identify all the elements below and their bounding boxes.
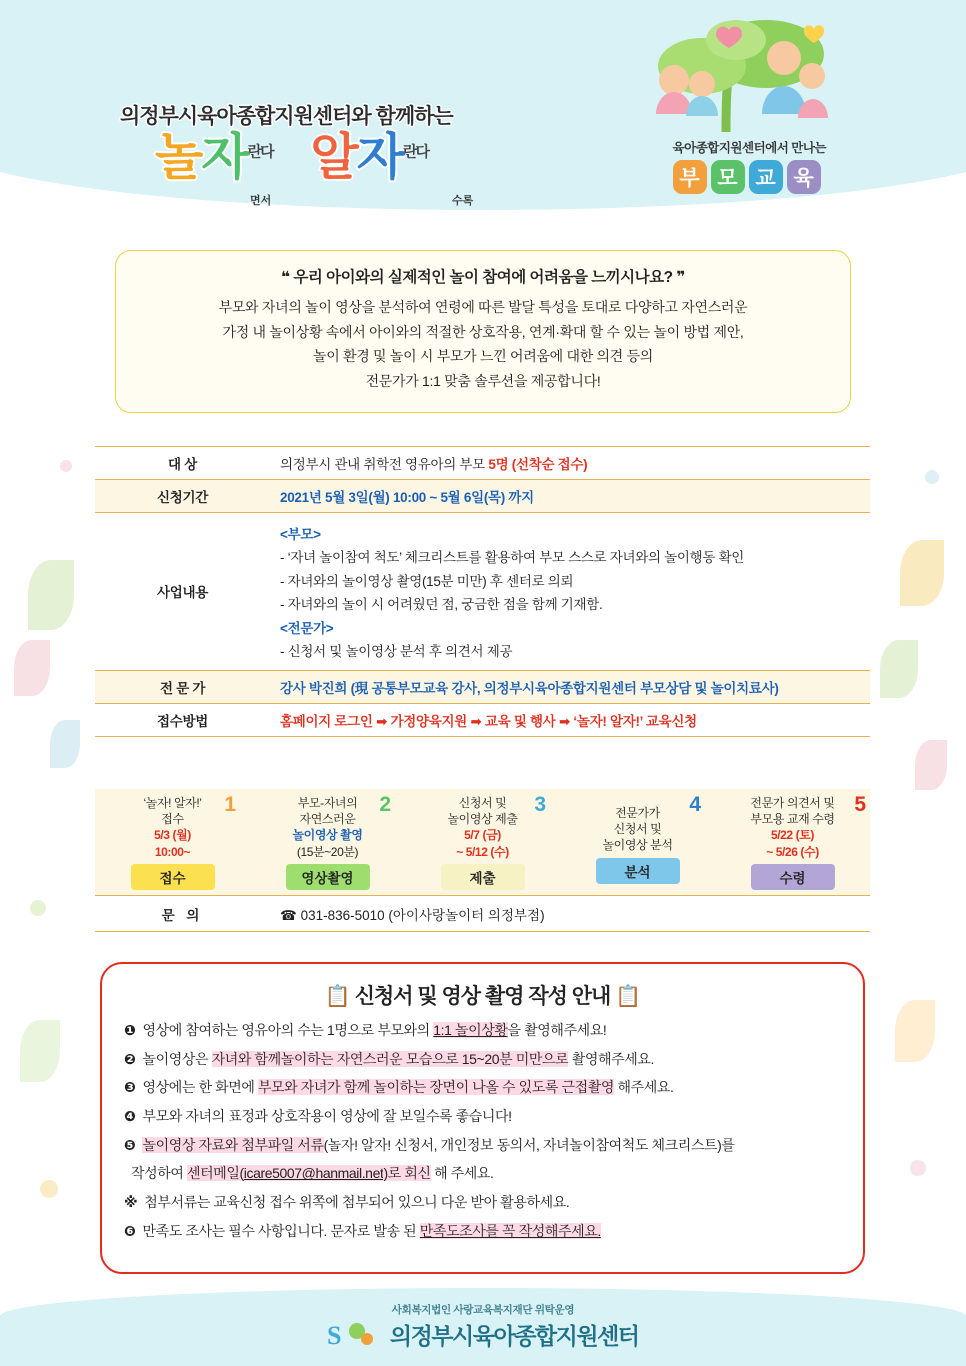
row-label-apply: 접수방법 [95, 703, 270, 736]
poster-header [0, 0, 966, 235]
row-label-period: 신청기간 [95, 480, 270, 513]
notice-item-text [142, 1049, 653, 1071]
content-item-1: - ‘자녀 놀이참여 척도’ 체크리스트를 활용하여 부모 스스로 자녀와의 놀이행동 확인 [280, 550, 745, 565]
family-tree-illustration [616, 14, 846, 134]
notice-text-fragment: 놀이영상 자료와 첨부파일 서류 [142, 1136, 324, 1153]
notice-item-bullet: ※ [124, 1194, 138, 1211]
notice-text-fragment: 부모와 자녀의 표정과 상호작용이 영상에 잘 보일수록 좋습니다! [142, 1108, 512, 1125]
row-value-apply: 홈페이지 로그인 ➡ 가정양육지원 ➡ 교육 및 행사 ➡ ‘놀자! 알자!’ 교육신청 [270, 703, 870, 736]
notice-item [124, 1020, 841, 1042]
step-2-line-4: (15분~20분) [296, 844, 359, 859]
notice-text-fragment: 자녀와 함께놀이하는 자연스러운 모습으로 15~20분 미만으로 [211, 1050, 569, 1067]
step-5-date-2: ~ 5/26 (수) [766, 844, 819, 859]
notice-text-fragment: )로 회신 [383, 1165, 431, 1182]
clipboard-icon-left: 📋 [324, 985, 350, 1008]
notice-list [124, 1020, 841, 1243]
notice-item-text [142, 1020, 606, 1042]
table-row-contact [95, 897, 870, 932]
intro-line-3: 놀이 환경 및 놀이 시 부모가 느낀 어려움에 대한 의견 등의 [312, 348, 654, 365]
step-3-date-2: ~ 5/12 (수) [456, 844, 509, 859]
center-logo-icon [327, 1317, 379, 1351]
step-3-date-1: 5/7 (금) [464, 828, 501, 843]
step-4-line-3: 놀이영상 분석 [602, 838, 673, 853]
notice-item [124, 1135, 841, 1157]
table-row-period [95, 480, 870, 513]
row-label-content: 사업내용 [95, 513, 270, 671]
title-small-1: 면서 [250, 195, 272, 207]
step-2 [250, 795, 405, 890]
notice-item-text [144, 1192, 569, 1214]
step-3-line-2: 놀이영상 제출 [447, 812, 518, 827]
step-5-date-1: 5/22 (토) [770, 828, 815, 843]
content-item-2: - 자녀와의 놀이영상 촬영(15분 미만) 후 센터로 의뢰 [280, 573, 574, 589]
row-value-contact: ☎ 031-836-5010 (아이사랑놀이터 의정부점) [270, 897, 870, 932]
notice-item-bullet: ❻ [124, 1222, 136, 1239]
table-row-instructor [95, 670, 870, 703]
intro-box [115, 250, 851, 413]
notice-text-fragment: 첨부서류는 교육신청 접수 위쪽에 첨부되어 있으니 다운 받아 활용하세요. [144, 1194, 570, 1211]
notice-text-fragment: 영상에 참여하는 영유아의 수는 1명으로 부모와의 [142, 1022, 434, 1038]
title-char-ja: 자 [201, 129, 248, 185]
title-randa-2: 란다 [403, 143, 429, 161]
step-4-badge: 분석 [596, 858, 680, 884]
notice-item-bullet: ❹ [124, 1108, 136, 1125]
notice-item [124, 1163, 841, 1185]
title-randa-1: 란다 [247, 143, 273, 161]
row-label-contact: 문 의 [95, 897, 270, 932]
notice-text-fragment: 을 촬영해주세요! [507, 1022, 607, 1038]
quote-close-icon: ❞ [676, 269, 685, 286]
step-2-number: 2 [379, 793, 391, 816]
notice-item [124, 1049, 841, 1071]
notice-item-text [142, 1077, 673, 1099]
step-1-number: 1 [224, 793, 236, 816]
notice-item [124, 1106, 841, 1128]
step-1-badge: 접수 [131, 864, 215, 890]
step-1 [95, 795, 250, 890]
notice-item-bullet: ❷ [124, 1050, 136, 1067]
notice-text-fragment: 센터메일( [187, 1165, 244, 1182]
footer-inner [0, 1302, 966, 1351]
title-char-nol: 놀 [155, 129, 202, 185]
notice-item [124, 1077, 841, 1099]
step-3-line-1: 신청서 및 [458, 796, 507, 810]
notice-text-fragment: 놀이영상은 [142, 1050, 212, 1067]
target-text: 의정부시 관내 취학전 영유아의 부모 [280, 457, 489, 472]
step-4-line-2: 신청서 및 [613, 822, 662, 837]
notice-item-bullet: ❺ [124, 1136, 136, 1153]
notice-title-text: 신청서 및 영상 촬영 작성 안내 [354, 985, 611, 1008]
logo-caption: 육아종합지원센터에서 만나는 [672, 141, 826, 155]
bumo-row [673, 160, 826, 194]
target-count: 5명 (선착순 접수) [488, 457, 588, 472]
notice-item-text [142, 1221, 600, 1243]
content-item-3: - 자녀와의 놀이 시 어려웠던 점, 궁금한 점을 함께 기재함. [280, 597, 603, 612]
notice-box [100, 962, 865, 1274]
process-steps [95, 789, 870, 896]
row-label-instructor: 전 문 가 [95, 670, 270, 703]
row-value-period: 2021년 5월 3일(월) 10:00 ~ 5월 6일(목) 까지 [270, 480, 870, 513]
step-2-line-1: 부모-자녀의 [297, 796, 358, 810]
step-3-badge: 제출 [441, 864, 525, 890]
notice-text-fragment: 해주세요. [613, 1079, 674, 1096]
step-2-badge: 영상촬영 [286, 864, 370, 890]
notice-text-fragment: (놀자! 알자! 신청서, 개인정보 동의서, 자녀놀이참여척도 체크리스트)를 [323, 1136, 735, 1153]
step-5-line-2: 부모용 교재 수령 [750, 812, 835, 827]
clipboard-icon-right: 📋 [615, 985, 641, 1008]
step-5 [715, 795, 870, 890]
intro-question-text: 우리 아이와의 실제적인 놀이 참여에 어려움을 느끼시나요? [293, 269, 673, 286]
step-1-date-2: 10:00~ [154, 844, 191, 859]
notice-text-fragment: 촬영해주세요. [568, 1050, 654, 1067]
row-value-instructor: 강사 박진희 (現 공통부모교육 강사, 의정부시육아종합지원센터 부모상담 및 놀이치료사) [270, 670, 870, 703]
contact-table [95, 897, 870, 932]
notice-text-fragment: 해 주세요. [430, 1165, 494, 1182]
poster-footer [0, 1288, 966, 1366]
bumo-char-3: 교 [749, 160, 783, 194]
notice-text-fragment: icare5007@hanmail.net [243, 1165, 384, 1182]
notice-item-bullet: ❸ [124, 1079, 136, 1096]
table-row-apply [95, 703, 870, 736]
step-5-text [715, 795, 870, 860]
table-row-content [95, 513, 870, 671]
title-char-ja2: 자 [356, 129, 404, 185]
notice-text-fragment: 만족도 조사는 필수 사항입니다. 문자로 발송 된 [142, 1222, 420, 1239]
notice-text-fragment: 영상에는 한 화면에 [142, 1079, 258, 1096]
info-table [95, 446, 870, 737]
notice-text-fragment: 작성하여 [131, 1165, 187, 1182]
step-5-badge: 수령 [751, 864, 835, 890]
step-1-line-1: ‘놀자! 알자!’ [143, 796, 202, 810]
row-value-content [270, 513, 870, 671]
footer-center-name: 의정부시육아종합지원센터 [389, 1322, 639, 1349]
row-value-target [270, 447, 870, 480]
notice-text-fragment: 1:1 놀이상황 [433, 1022, 508, 1038]
bumo-char-4: 육 [787, 160, 821, 194]
step-1-date-1: 5/3 (월) [154, 828, 191, 843]
title-small-2: 수록 [452, 195, 474, 207]
notice-text-fragment: 부모와 자녀가 함께 놀이하는 장면이 나올 수 있도록 근접촬영 [257, 1079, 614, 1096]
notice-item [124, 1221, 841, 1243]
content-head-expert: <전문가> [280, 620, 334, 636]
step-3-number: 3 [534, 793, 546, 816]
notice-item-text [131, 1163, 494, 1185]
quote-open-icon: ❝ [280, 269, 290, 286]
step-4-line-1: 전문가가 [615, 806, 660, 820]
bumo-education-logo [673, 138, 826, 194]
notice-item-text [142, 1135, 734, 1157]
intro-question [136, 265, 830, 287]
header-title-top: 의정부시육아종합지원센터와 함께하는 [120, 105, 453, 128]
footer-subtitle: 사회복지법인 사랑교육복지재단 위탁운영 [391, 1304, 575, 1316]
row-label-target: 대 상 [95, 447, 270, 480]
notice-item-bullet: ❶ [124, 1022, 136, 1038]
intro-line-1: 부모와 자녀의 놀이 영상을 분석하여 연령에 따른 발달 특성을 토대로 다양하고 자연스러운 [218, 299, 748, 315]
step-4 [560, 795, 715, 884]
title-char-al: 알 [310, 129, 357, 185]
step-1-line-2: 접수 [161, 812, 184, 827]
step-2-line-3: 놀이영상 촬영 [292, 828, 363, 843]
header-title-main [155, 129, 429, 185]
svg-text:S: S [327, 1321, 342, 1350]
intro-line-4: 전문가가 1:1 맞춤 솔루션을 제공합니다! [365, 373, 601, 390]
bumo-char-2: 모 [711, 160, 745, 194]
intro-line-2: 가정 내 놀이상황 속에서 아이와의 적절한 상호작용, 연계·확대 할 수 있는 놀이 방법 제안, [222, 323, 744, 340]
bumo-char-1: 부 [673, 160, 707, 194]
notice-text-fragment: 만족도조사를 꼭 작성해주세요. [419, 1222, 601, 1239]
notice-item-text [142, 1106, 511, 1128]
notice-title [124, 980, 841, 1010]
notice-item [124, 1192, 841, 1214]
content-head-parent: <부모> [280, 526, 321, 542]
step-5-line-1: 전문가 의견서 및 [750, 796, 835, 810]
step-5-number: 5 [854, 793, 866, 816]
step-4-number: 4 [689, 793, 701, 816]
step-2-line-2: 자연스러운 [299, 812, 356, 827]
step-3 [405, 795, 560, 890]
table-row-target [95, 447, 870, 480]
content-item-4: - 신청서 및 놀이영상 분석 후 의견서 제공 [280, 644, 513, 659]
